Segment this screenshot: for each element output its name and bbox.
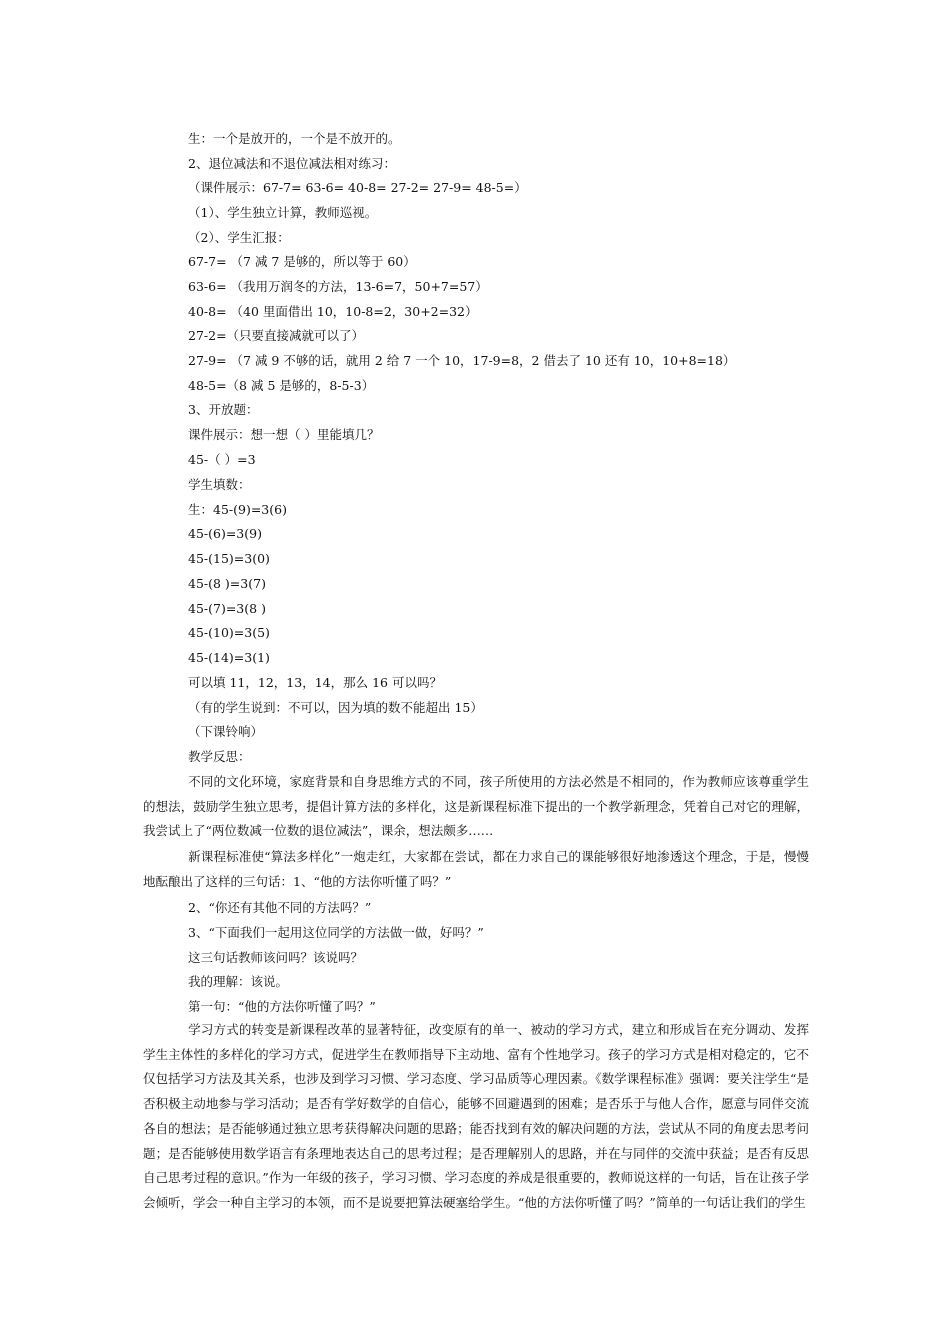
text-line: 40-8= （40 里面借出 10，10-8=2，30+2=32）: [188, 304, 478, 319]
text-line: 67-7= （7 减 7 是够的，所以等于 60）: [188, 254, 416, 269]
paragraph-text: 新课程标准使“算法多样化”一炮走红，大家都在尝试，都在力求自己的课能够很好地渗透这个理念，于是，慢慢地酝酿出了这样的三句话：1、“他的方法你听懂了吗？”: [143, 849, 809, 889]
text-line: 生：一个是放开的，一个是不放开的。: [188, 131, 401, 146]
text-line: 3、开放题：: [188, 402, 259, 417]
text-line: 27-2=（只要直接减就可以了）: [188, 328, 365, 343]
text-line: 63-6= （我用万润冬的方法，13-6=7，50+7=57）: [188, 279, 488, 294]
text-line: 45-(15)=3(0): [188, 551, 270, 566]
text-line: 48-5=（8 减 5 是够的，8-5-3）: [188, 378, 375, 393]
paragraph: [143, 770, 809, 844]
text-line: （1）、学生独立计算，教师巡视。: [188, 205, 378, 220]
text-line: 45-(8 )=3(7): [188, 576, 266, 591]
text-line: 45-(6)=3(9): [188, 526, 262, 541]
text-line: 生：45-(9)=3(6): [188, 502, 287, 517]
text-line: （2）、学生汇报：: [188, 230, 290, 245]
text-line: 27-9= （7 减 9 不够的话，就用 2 给 7 一个 10，17-9=8，2 借去了 10 还有 10，10+8=18）: [188, 353, 736, 368]
text-line: （课件展示：67-7= 63-6= 40-8= 27-2= 27-9= 48-5=）: [188, 180, 527, 195]
paragraph: [143, 1018, 809, 1216]
text-line: 45-（ ）=3: [188, 452, 256, 467]
section-heading: 教学反思：: [188, 749, 251, 764]
paragraph-text: 不同的文化环境，家庭背景和自身思维方式的不同，孩子所使用的方法必然是不相同的，作为教师应该尊重学生的想法，鼓励学生独立思考，提倡计算方法的多样化，这是新课程标准下提出的一个教学新理念，凭着自己对它的理解，我尝试上了“两位数减一位数的退位减法”，课余，想法颇多……: [143, 774, 809, 839]
text-line: 学生填数：: [188, 477, 251, 492]
text-line: 2、退位减法和不退位减法相对练习：: [188, 156, 396, 171]
text-line: 可以填 11，12，13，14，那么 16 可以吗？: [188, 675, 442, 690]
text-line: 课件展示：想一想（ ）里能填几？: [188, 427, 380, 442]
text-line: 45-(7)=3(8 ): [188, 601, 266, 616]
text-line: 2、“你还有其他不同的方法吗？”: [188, 900, 372, 915]
text-line: （下课铃响）: [188, 724, 264, 739]
text-line: 这三句话教师该问吗？该说吗？: [188, 950, 364, 965]
text-line: （有的学生说到：不可以，因为填的数不能超出 15）: [188, 700, 483, 715]
text-line: 我的理解：该说。: [188, 974, 289, 989]
paragraph: [143, 845, 809, 894]
text-line: 45-(10)=3(5): [188, 625, 270, 640]
text-line: 45-(14)=3(1): [188, 650, 270, 665]
text-line: 第一句：“他的方法你听懂了吗？”: [188, 999, 376, 1014]
text-line: 3、“下面我们一起用这位同学的方法做一做，好吗？”: [188, 925, 484, 940]
paragraph-text: 学习方式的转变是新课程改革的显著特征，改变原有的单一、被动的学习方式，建立和形成旨在充分调动、发挥学生主体性的多样化的学习方式，促进学生在教师指导下主动地、富有个性地学习。孩子的学习方式是相对稳定的，它不仅包括学习方法及其关系，也涉及到学习习惯、学习态度、学习品质等心理因素。《数学课程标准》强调：要关注学生“是否积极主动地参与学习活动；是否有学好数学的自信心，能够不回避遇到的困难；是否乐于与他人合作，愿意与同伴交流各自的想法；是否能够通过独立思考获得解决问题的思路；能否找到有效的解决问题的方法，尝试从不同的角度去思考问题；是否能够使用数学语言有条理地表达自己的思考过程；是否理解别人的思路，并在与同伴的交流中获益；是否有反思自己思考过程的意识。”作为一年级的孩子，学习习惯、学习态度的养成是很重要的，教师说这样的一句话，旨在让孩子学会倾听，学会一种自主学习的本领，而不是说要把算法硬塞给学生。“他的方法你听懂了吗？”简单的一句话让我们的学生: [143, 1022, 809, 1210]
